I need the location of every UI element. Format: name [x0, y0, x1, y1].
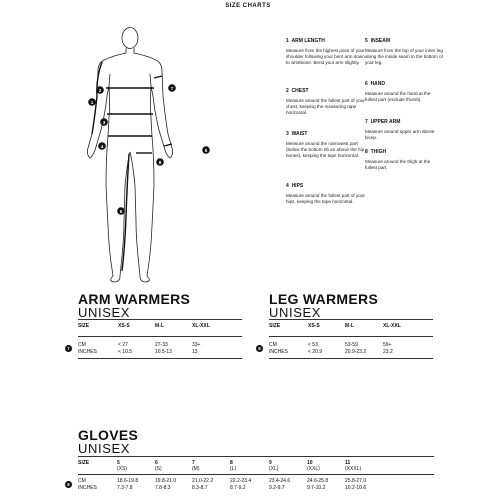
inches-value: 10.2-10.6 [345, 485, 367, 491]
inches-value: 7.3-7.8 [117, 485, 133, 491]
size-code: (XL) [269, 466, 279, 472]
size-label: SIZE [78, 323, 90, 329]
size-code: (S) [155, 466, 162, 472]
step-hand [365, 81, 443, 103]
step-desc: Measure around upper arm above bicep. [365, 129, 435, 141]
inches-value: 20.9-23.2 [345, 349, 367, 355]
inches-label: INCHES [78, 349, 97, 355]
cm-value: 22.2-23.4 [230, 478, 252, 484]
body-outline [87, 28, 172, 283]
cm-label: CM [269, 342, 277, 348]
size-xs-s: XS-S [118, 323, 130, 329]
section-subtitle: UNISEX [78, 441, 131, 456]
step-hips [286, 183, 368, 205]
inches-value: 9.2-9.7 [269, 485, 285, 491]
step-title: 8 THIGH [365, 149, 387, 155]
inches-value: 9.7-10.2 [307, 485, 326, 491]
cm-label: CM [78, 342, 86, 348]
cm-value: < 53 [308, 342, 318, 348]
inches-value: 23.2 [383, 349, 393, 355]
leg-warmers-heading [269, 292, 378, 319]
page-title: SIZE CHARTS [225, 3, 271, 9]
step-chest [286, 88, 368, 117]
size-label: SIZE [78, 460, 90, 466]
gloves-marker: 6 [65, 481, 72, 488]
step-title: 6 HAND [365, 81, 386, 87]
size-xs-s: XS-S [308, 323, 320, 329]
size-5: 5 [117, 460, 120, 466]
size-10: 10 [307, 460, 313, 466]
step-desc: Measure around the fullest part of your chest, keeping the measuring tape horizontal. [286, 98, 365, 116]
size-7: 7 [192, 460, 195, 466]
inches-value: 8.7-9.2 [230, 485, 246, 491]
cm-value: 27-33 [155, 342, 168, 348]
divider [78, 336, 242, 337]
size-9: 9 [269, 460, 272, 466]
gloves-heading [78, 428, 138, 455]
cm-value: 23.4-24.6 [269, 478, 291, 484]
divider [269, 336, 433, 337]
divider [269, 319, 433, 320]
body-figure [78, 26, 268, 288]
cm-value: 21.0-22.2 [192, 478, 214, 484]
divider [78, 456, 434, 457]
divider [78, 474, 434, 475]
inches-value: 8.3-8.7 [192, 485, 208, 491]
size-code: (XXL) [307, 466, 320, 472]
step-desc: Measure around the hand at the fullest part (exclude thumb). [365, 91, 431, 103]
section-subtitle: UNISEX [78, 305, 131, 320]
cm-label: CM [78, 478, 86, 484]
inches-value: 10.5-13 [155, 349, 172, 355]
step-waist [286, 131, 368, 160]
size-code: (XXXL) [345, 466, 362, 472]
step-arm-length [286, 38, 368, 67]
svg-text:5: 5 [119, 208, 123, 214]
step-desc: Measure from the highest point of your shoulder following your bent arm down to wristbone. Bend your arm slightly. [286, 48, 365, 66]
divider [78, 358, 242, 359]
cm-value: 24.6-25.8 [307, 478, 329, 484]
svg-text:7: 7 [170, 85, 174, 91]
cm-value: 59+ [383, 342, 392, 348]
section-subtitle: UNISEX [269, 305, 322, 320]
divider [78, 319, 242, 320]
svg-text:4: 4 [100, 143, 104, 149]
step-title: 7 UPPER ARM [365, 119, 401, 125]
inches-value: < 20.9 [308, 349, 323, 355]
step-desc: Measure around the thigh at the fullest part. [365, 159, 431, 171]
step-upper-arm [365, 119, 443, 141]
inches-label: INCHES [78, 485, 97, 491]
size-8: 8 [230, 460, 233, 466]
step-desc: Measure from the top of your inner leg along the inside seam to the bottom of your leg. [365, 48, 443, 66]
inches-value: 7.8-8.3 [155, 485, 171, 491]
step-title: 3 WAIST [286, 131, 308, 137]
size-m-l: M-L [155, 323, 164, 329]
cm-value: 18.6-19.8 [117, 478, 139, 484]
size-11: 11 [345, 460, 351, 466]
cm-value: 53-59 [345, 342, 358, 348]
step-inseam [365, 38, 443, 67]
step-title: 1 ARM LENGTH [286, 38, 325, 44]
arm-warmers-marker: 7 [65, 345, 72, 352]
size-xl-xxl: XL-XXL [383, 323, 401, 329]
step-thigh [365, 149, 443, 171]
cm-value: 19.8-21.0 [155, 478, 177, 484]
size-code: (L) [230, 466, 237, 472]
cm-value: < 27 [118, 342, 128, 348]
step-title: 4 HIPS [286, 183, 304, 189]
step-desc: Measure around the narrowest part (below the bottom rib an above the hip bones), keeping the tape horizontal. [286, 141, 365, 159]
section-title: GLOVES [78, 427, 139, 443]
step-title: 5 INSEAM [365, 38, 391, 44]
step-title: 2 CHEST [286, 88, 309, 94]
cm-value: 25.8-27.0 [345, 478, 367, 484]
arm-warmers-heading [78, 292, 190, 319]
size-m-l: M-L [345, 323, 354, 329]
svg-text:8: 8 [158, 159, 162, 165]
svg-text:2: 2 [98, 87, 102, 93]
divider [269, 358, 433, 359]
size-xl-xxl: XL-XXL [192, 323, 210, 329]
section-title: LEG WARMERS [269, 291, 379, 307]
size-6: 6 [155, 460, 158, 466]
svg-text:3: 3 [102, 119, 106, 125]
size-label: SIZE [269, 323, 281, 329]
svg-text:1: 1 [90, 99, 94, 105]
section-title: ARM WARMERS [78, 291, 191, 307]
inches-value: < 10.5 [118, 349, 133, 355]
size-code: (XS) [117, 466, 127, 472]
step-desc: Measure around the fullest part of your hips, keeping the tape horizontal. [286, 193, 365, 205]
inches-label: INCHES [269, 349, 288, 355]
inches-value: 13 [192, 349, 198, 355]
leg-warmers-marker: 8 [256, 345, 263, 352]
svg-text:6: 6 [204, 147, 208, 153]
size-code: (M) [192, 466, 200, 472]
cm-value: 33+ [192, 342, 201, 348]
